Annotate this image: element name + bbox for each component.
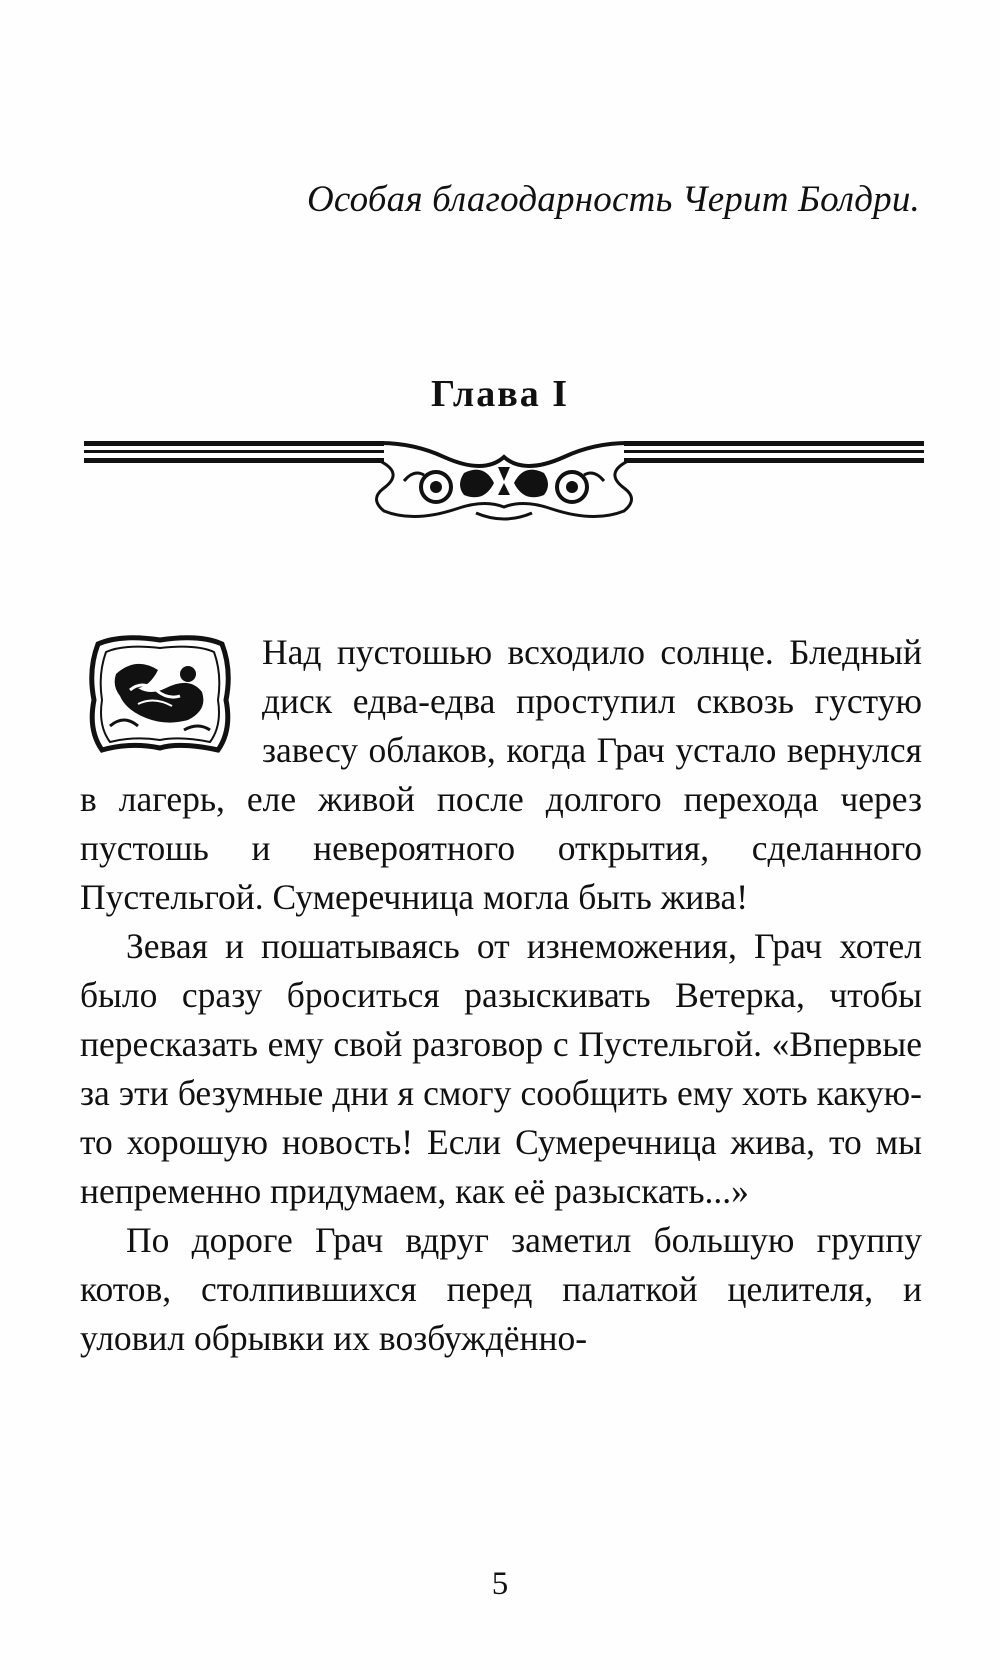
chapter-body [80,628,922,1363]
drop-cap-ornament-icon [80,630,240,760]
paragraph: Зевая и пошатываясь от изнеможения, Грач хотел было сразу броситься разыскивать Ветерка, чтобы пересказать ему свой разговор с Пустельгой. «Впервые за эти безумные дни я смогу сообщить ему хоть какую-то хорошую новость! Если Сумеречница жива, то мы непременно придумаем, как её разыскать...» [80,926,922,1211]
page-number: 5 [491,1566,509,1602]
paragraph: Над пустошью всходило солнце. Бледный диск едва-едва проступил сквозь густую завесу облаков, когда Грач устало вернулся в лагерь, еле живой после долгого перехода через пустошь и невероятного открытия, сделанного Пустельгой. Сумеречница могла быть жива! [80,632,922,917]
chapter-divider-ornament-icon [84,433,924,525]
acknowledgement: Особая благодарность Черит Болдри. [306,179,920,220]
chapter-title: Глава I [430,373,570,415]
paragraph: По дороге Грач вдруг заметил большую группу котов, столпившихся перед палаткой целителя, и уловил обрывки их возбуждённо- [80,1220,922,1358]
